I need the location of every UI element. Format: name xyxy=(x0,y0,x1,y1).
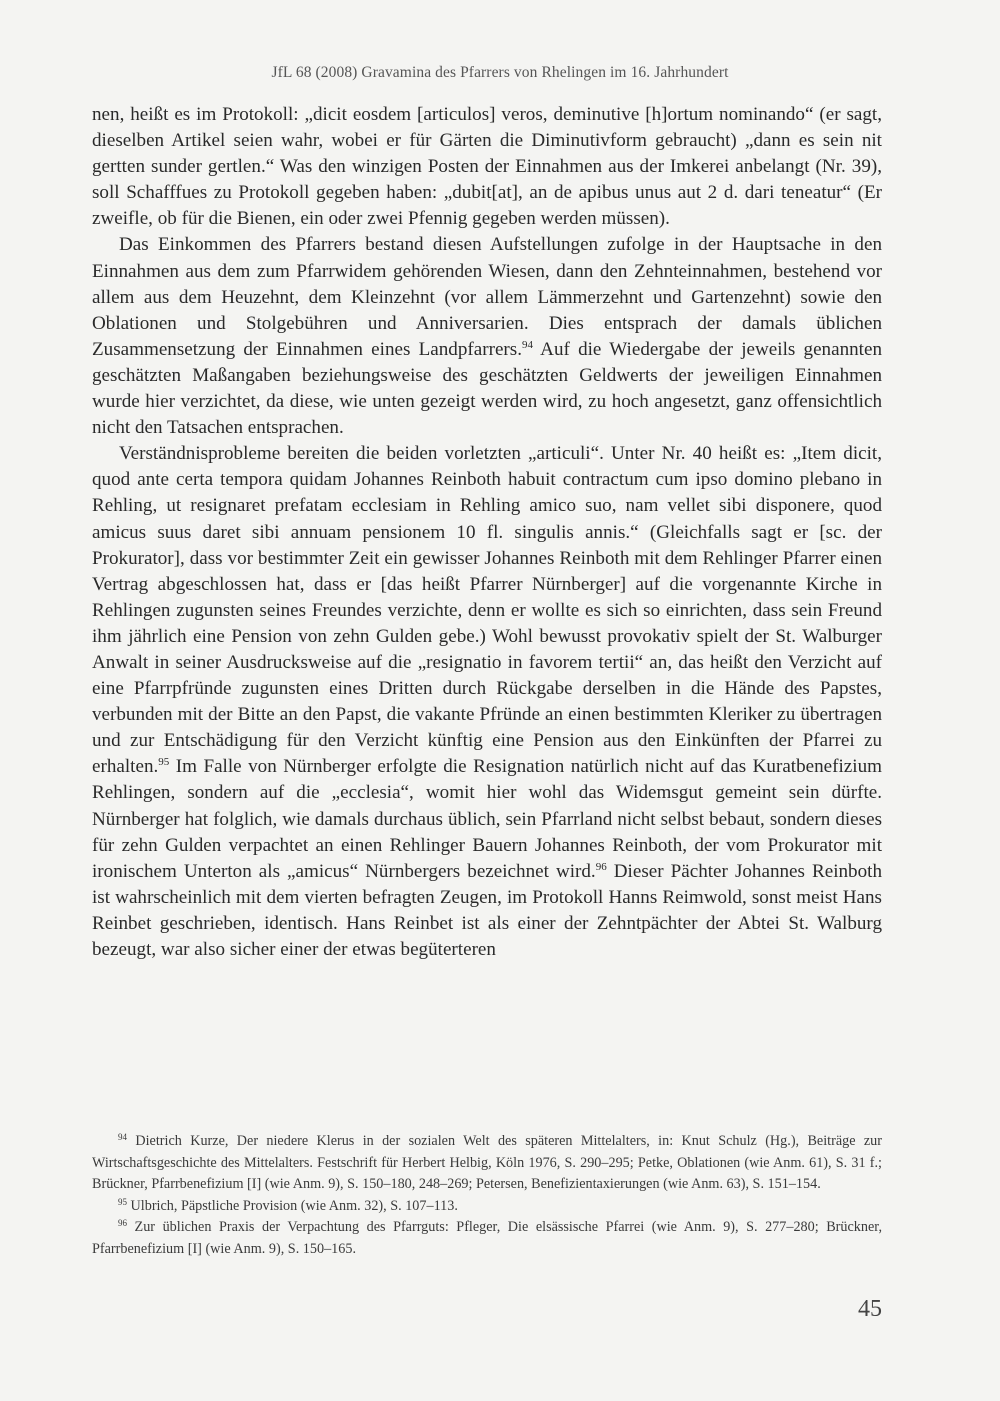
footnote-ref[interactable]: 95 xyxy=(158,756,170,769)
running-header: JfL 68 (2008) Gravamina des Pfarrers von Rhelingen im 16. Jahrhundert xyxy=(271,64,729,81)
footnote-ref[interactable]: 94 xyxy=(522,338,533,351)
paragraph xyxy=(92,441,882,963)
footnote-number: 95 xyxy=(118,1196,127,1207)
footnote-text: Ulbrich, Päpstliche Provision (wie Anm. 32), S. 107–113. xyxy=(127,1197,458,1214)
paragraph-text: Auf die Wiedergabe der jeweils genannten geschätzten Maßangaben beziehungsweise des geschätzten Geldwerts der jeweiligen Einnahmen wurde hier verzichtet, da diese, wie unten gezeigt werden wird, zu hoch angesetzt, ganz offensichtlich nicht den Tatsachen entsprachen. xyxy=(92,338,882,439)
footnotes xyxy=(92,1131,882,1260)
footnote-number: 96 xyxy=(118,1218,127,1228)
footnote-text: Dietrich Kurze, Der niedere Klerus in der sozialen Welt des späteren Mittelalters, in: Knut Schulz (Hg.), Beiträge zur Wirtschaftsgeschichte des Mittelalters. Festschrift für Herbert Helbig, Köln 1976, S. 290–295; Petke, Oblationen (wie Anm. 61), S. 31 f.; Brückner, Pfarrbenefizium [I] (wie Anm. 9), S. 150–180, 248–269; Petersen, Benefizientaxierungen (wie Anm. 63), S. 151–154. xyxy=(92,1133,882,1192)
paragraph-text: Das Einkommen des Pfarrers bestand diesen Aufstellungen zufolge in der Hauptsache in den Einnahmen aus dem zum Pfarrwidem gehörenden Wiesen, dann den Zehnteinnahmen, bestehend vor allem aus dem Heuzehnt, dem Kleinzehnt (vor allem Lämmerzehnt und Gartenzehnt) sowie den Oblationen und Stolgebühren und Anniversarien. Dies entsprach der damals üblichen Zusammensetzung der Einnahmen eines Landpfarrers. xyxy=(92,234,882,360)
footnote xyxy=(92,1217,882,1260)
paragraph-text: nen, heißt es im Protokoll: „dicit eosdem [articulos] veros, deminutive [h]ortum nominando“ (er sagt, dieselben Artikel seien wahr, wobei er für Gärten die Diminutivform gebraucht) „dann es sein nit gertten sunder gertlen.“ Was den winzigen Posten der Einnahmen aus der Imkerei anbelangt (Nr. 39), soll Schafffues zu Protokoll gegeben haben: „dubit[at], an de apibus unus aut 2 d. dari teneatur“ (Er zweifle, ob für die Bienen, ein oder zwei Pfennig gegeben werden müssen). xyxy=(92,104,882,230)
body-text xyxy=(92,102,882,963)
footnote-ref[interactable]: 96 xyxy=(595,860,607,873)
footnote xyxy=(92,1131,882,1196)
paragraph xyxy=(92,102,882,232)
footnote-text: Zur üblichen Praxis der Verpachtung des Pfarrguts: Pfleger, Die elsässische Pfarrei (wie Anm. 9), S. 277–280; Brückner, Pfarrbenefizium [I] (wie Anm. 9), S. 150–165. xyxy=(92,1219,882,1257)
paragraph xyxy=(92,232,882,441)
page-number: 45 xyxy=(858,1296,882,1322)
footnote-number: 94 xyxy=(118,1132,127,1142)
paragraph-text: Dieser Pächter Johannes Reinboth ist wahrscheinlich mit dem vierten befragten Zeugen, im Protokoll Hanns Reimwold, sonst meist Hans Reinbet geschrieben, identisch. Hans Reinbet ist als einer der Zehntpächter der Abtei St. Walburg bezeugt, war also sicher einer der etwas begüterteren xyxy=(92,860,882,960)
paragraph-text: Verständnisprobleme bereiten die beiden vorletzten „articuli“. Unter Nr. 40 heißt es: „Item dicit, quod ante certa tempora quidam Johannes Reinboth habuit contractum cum ipso domino plebano in Rehling, ut resignaret prefatam ecclesiam in Rehling amico suo, nam vellet sibi disponere, quod amicus suus daret sibi annuam pensionem 10 fl. singulis annis.“ (Gleichfalls sagt er [sc. der Prokurator], dass vor bestimmter Zeit ein gewisser Johannes Reinboth mit dem Rehlinger Pfarrer einen Vertrag abgeschlossen hat, dass er [das heißt Pfarrer Nürnberger] auf die vorgenannte Kirche in Rehlingen zugunsten seines Freundes verzichte, denn er wollte es sich so einrichten, dass sein Freund ihm jährlich eine Pension von zehn Gulden gebe.) Wohl bewusst provokativ spielt der St. Walburger Anwalt in seiner Ausdrucksweise auf die „resignatio in favorem tertii“ an, das heißt den Verzicht auf eine Pfarrpfründe zugunsten eines Dritten durch Rückgabe derselben in die Hände des Papstes, verbunden mit der Bitte an den Papst, die vakante Pfründe an einen bestimmten Kleriker zu übertragen und zur Entschädigung für den Verzicht künftig eine Pension aus den Einkünften der Pfarrei zu erhalten. xyxy=(92,443,882,778)
paragraph-text: Im Falle von Nürnberger erfolgte die Resignation natürlich nicht auf das Kuratbenefizium Rehlingen, sondern auf die „ecclesia“, womit hier wohl das Widemsgut gemeint sein dürfte. Nürnberger hat folglich, wie damals durchaus üblich, sein Pfarrland nicht selbst bebaut, sondern dieses für zehn Gulden verpachtet an einen Rehlinger Bauern Johannes Reinboth, der vom Prokurator mit ironischem Unterton als „amicus“ Nürnbergers bezeichnet wird. xyxy=(92,756,882,882)
footnote xyxy=(92,1196,882,1218)
